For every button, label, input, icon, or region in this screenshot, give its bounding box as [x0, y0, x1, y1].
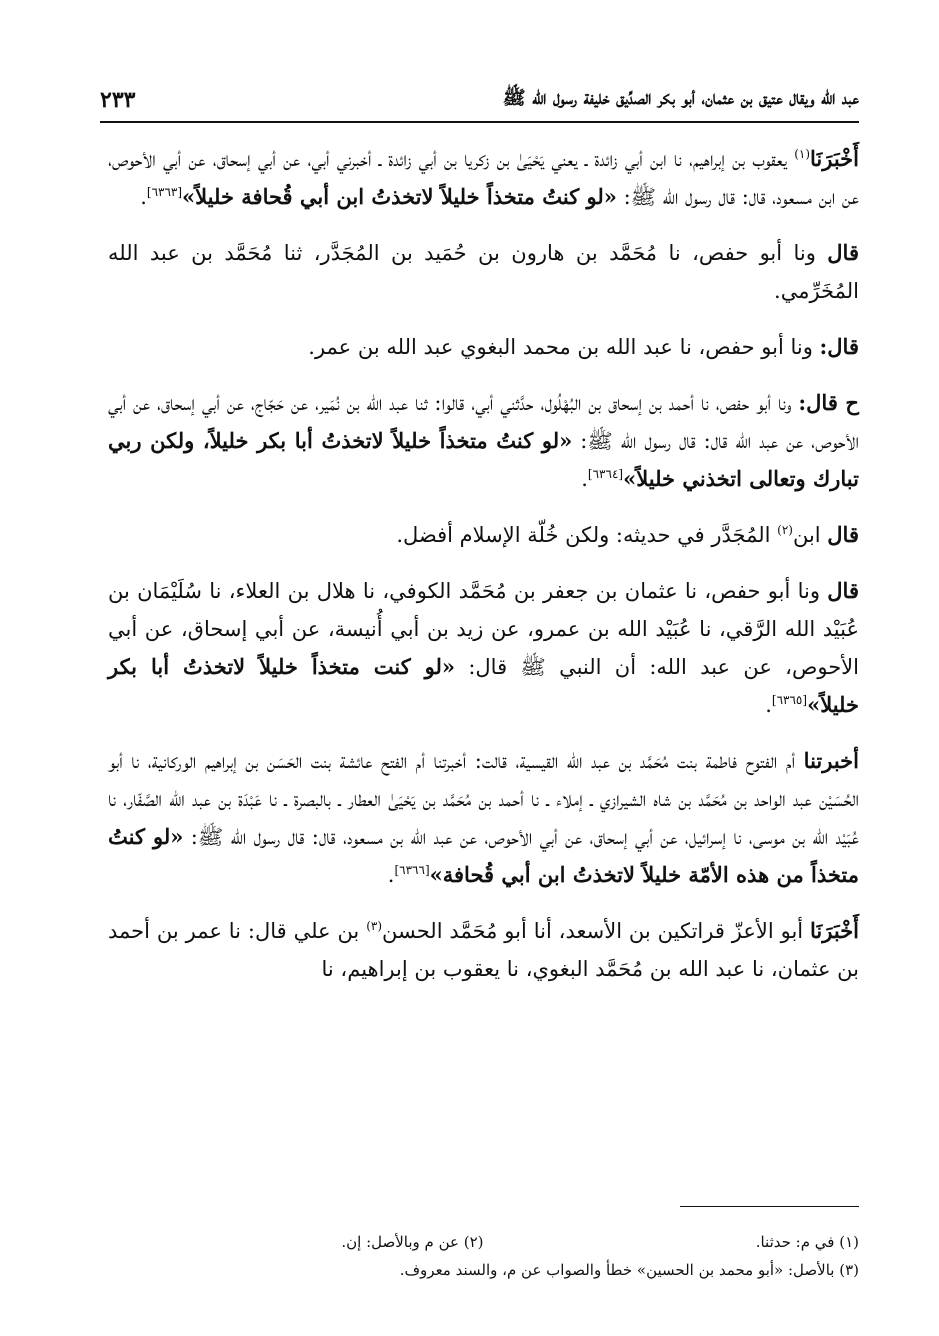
paragraph-end: .: [387, 863, 395, 887]
paragraph-text: ونا أبو حفص، نا مُحَمَّد بن هارون بن حُمَيد بن المُجَدَّر، ثنا مُحَمَّد بن عبد الله المُخَرِّمي.: [108, 241, 859, 303]
paragraph: [108, 140, 859, 216]
hadith-text: «لو كنت متخذاً خليلاً لاتخذتُ أبا بكر خليلاً»: [108, 654, 859, 717]
footnote-3: (٣) بالأصل: «أبو محمد بن الحسين» خطأ والصواب عن م، والسند معروف.: [399, 1261, 859, 1279]
paragraph: [108, 742, 859, 894]
paragraph: [108, 912, 859, 988]
paragraph-end: .: [581, 467, 588, 491]
paragraph-text: أم الفتوح فاطمة بنت مُحَمَّد بن عبد الله القيسية، قالت: أخبرتنا أم الفتح عائشة بنت الحَسَن بن إبراهيم الوركانية، نا أبو الحُسَيْن عبد الواحد بن مُحَمَّد بن شاه الشيرازي ـ إملاء ـ نا أحمد بن مُحَمَّد بن يَحْيَىٰ العطار ـ بالبصرة ـ نا عَبْدَة بن عبد الله الصَّفّار، نا عُبَيْد الله بن موسى، نا إسرائيل، عن أبي إسحاق، عن أبي الأحوص، عن عبد الله بن مسعود، قال: قال رسول الله ﷺ:: [108, 749, 859, 849]
paragraph-lead: أخبرتنا: [803, 748, 859, 773]
hadith-ref: [٦٣٦٦]: [394, 863, 430, 877]
footnote-marker: (٢): [777, 523, 793, 537]
paragraph: [108, 328, 859, 366]
running-header: [100, 82, 859, 118]
footnote-rule: [680, 1206, 859, 1207]
footnote-row: [108, 1256, 859, 1284]
header-rule: [100, 121, 859, 123]
paragraph-text-continued: بن علي قال: نا عمر بن أحمد بن عثمان، نا عبد الله بن مُحَمَّد البغوي، نا يعقوب بن إبراهيم، نا: [108, 919, 859, 981]
footnote-1: (١) في م: حدثنا.: [755, 1233, 859, 1251]
page-number: ٢٣٣: [100, 87, 136, 113]
paragraph-lead: قال:: [819, 334, 859, 359]
paragraph-text: ابن: [792, 523, 828, 547]
hadith-text: «لو كنتُ متخذاً خليلاً لاتخذتُ أبا بكر خليلاً، ولكن ربي تبارك وتعالى اتخذني خليلاً»: [108, 428, 859, 491]
paragraph: [108, 234, 859, 310]
paragraph: [108, 572, 859, 724]
footnote-marker: (٣): [366, 919, 383, 933]
paragraph-end: .: [765, 693, 772, 717]
hadith-text: «لو كنتُ متخذاً خليلاً لاتخذتُ ابن أبي قُحافة خليلاً»: [182, 184, 617, 209]
paragraph-end: .: [140, 185, 147, 209]
paragraph-text-continued: المُجَدَّر في حديثه: ولكن خُلّة الإسلام أفضل.: [396, 523, 778, 547]
paragraph-text: ونا أبو حفص، نا أحمد بن إسحاق بن البُهْلُول، حدَّثني أبي، قالوا: ثنا عبد الله بن نُمَير، عن حَجّاج، عن أبي إسحاق، عن أبي الأحوص، عن عبد الله قال: قال رسول الله ﷺ:: [108, 391, 859, 453]
paragraph-lead: قال: [827, 240, 859, 265]
paragraph-lead: قال: [827, 522, 859, 547]
hadith-ref: [٦٣٦٣]: [146, 185, 183, 199]
header-title: عبد الله ويقال عتيق بن عثمان، أبو بكر الصدِّيق خليفة رسول الله ﷺ: [502, 87, 859, 109]
paragraph-lead: قال: [827, 578, 859, 603]
paragraph-text: أبو الأعزّ قراتكين بن الأسعد، أنا أبو مُحَمَّد الحسن: [382, 919, 811, 943]
paragraph: [108, 516, 859, 554]
footnote-2: (٢) عن م وبالأصل: إن.: [341, 1233, 484, 1251]
paragraph: [108, 384, 859, 498]
paragraph-text: ونا أبو حفص، نا عبد الله بن محمد البغوي عبد الله بن عمر.: [308, 335, 820, 359]
paragraph-lead: أَخْبَرَنَا: [810, 918, 860, 943]
hadith-ref: [٦٣٦٥]: [771, 693, 808, 707]
hadith-ref: [٦٣٦٤]: [587, 467, 624, 481]
footnote-row: [108, 1228, 859, 1256]
footnotes: [108, 1228, 859, 1284]
paragraph-lead: أَخْبَرَنَا: [810, 146, 859, 171]
paragraph-lead: ح قال:: [798, 390, 859, 415]
paragraph-text: يعقوب بن إبراهيم، نا ابن أبي زائدة ـ يعني يَحْيَىٰ بن زكريا بن أبي زائدة ـ أخبرني أبي، عن أبي إسحاق، عن أبي الأحوص، عن ابن مسعود، قال: قال رسول الله ﷺ:: [108, 147, 859, 209]
hadith-text: «لو كنتُ متخذاً من هذه الأمّة خليلاً لاتخذتُ ابن أبي قُحافة»: [108, 824, 859, 887]
main-text: [108, 140, 859, 1006]
footnote-marker: (١): [794, 147, 811, 161]
paragraph-text: ونا أبو حفص، نا عثمان بن جعفر بن مُحَمَّد الكوفي، نا هلال بن العلاء، نا سُلَيْمَان بن عُبَيْد الله الرَّقي، نا عُبَيْد الله بن عمرو، عن زيد بن أبي أُنيسة، عن أبي إسحاق، عن أبي الأحوص، عن عبد الله: أن النبي ﷺ قال:: [108, 579, 859, 679]
